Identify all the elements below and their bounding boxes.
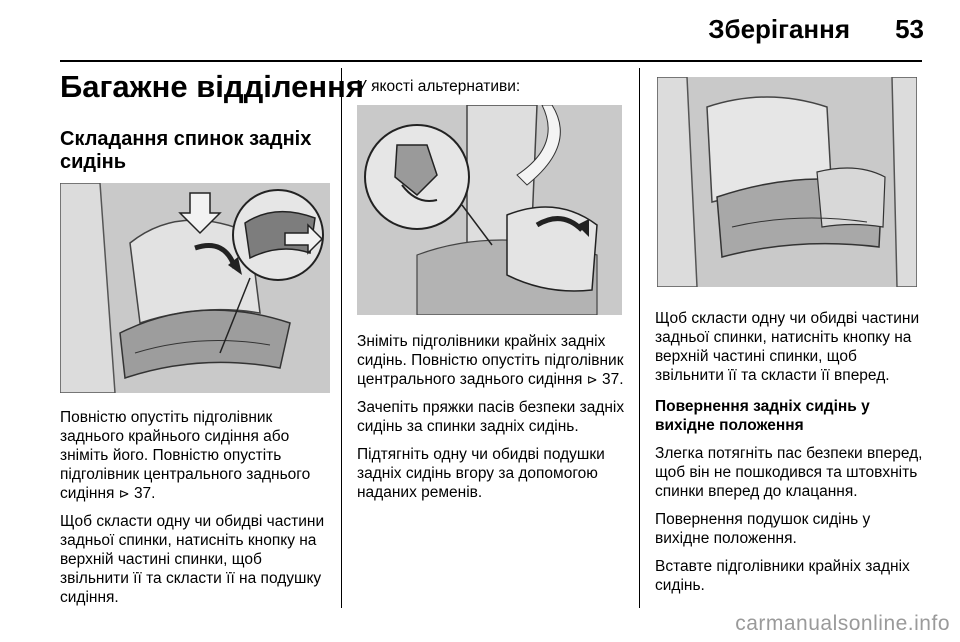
page-number: 53 xyxy=(895,14,924,44)
watermark: carmanualsonline.info xyxy=(735,612,950,635)
page-title: Багажне відділення xyxy=(60,69,364,104)
paragraph: Злегка потягніть пас безпеки вперед, щоб він не пошкодився та штовхніть спинки вперед до клацання. xyxy=(655,445,923,500)
paragraph: Вставте підголівники крайніх задніх сидінь. xyxy=(655,558,910,594)
subheading: Повернення задніх сидінь у вихідне положення xyxy=(655,398,870,434)
column-3-text xyxy=(655,309,927,604)
page-reference: 37. xyxy=(601,371,624,388)
paragraph: Зачепіть пряжки пасів безпеки задніх сидінь за спинки задніх сидінь. xyxy=(357,399,625,435)
column-1-text xyxy=(60,408,332,616)
column-divider xyxy=(639,68,640,608)
paragraph: Щоб скласти одну чи обидві частини задньої спинки, натисніть кнопку на верхній частині спинки, щоб звільнити її та скласти її на подушку сидіння. xyxy=(60,513,325,606)
paragraph xyxy=(357,332,629,389)
paragraph: Щоб скласти одну чи обидві частини задньої спинки, натисніть кнопку на верхній частині спинки, щоб звільнити її та скласти її вперед. xyxy=(655,310,920,384)
section-title: Складання спинок задніх сидінь xyxy=(60,128,312,173)
cross-reference-arrow-icon: ⊳ xyxy=(118,486,130,501)
paragraph: Підтягніть одну чи обидві подушки задніх сидінь вгору за допомогою наданих ременів. xyxy=(357,446,605,501)
paragraph: Повернення подушок сидінь у вихідне положення. xyxy=(655,511,871,547)
illustration-seatback-folded-forward xyxy=(657,77,917,287)
illustration-seat-headrest-release xyxy=(60,183,330,393)
paragraph-text: Повністю опустіть підголівник заднього крайнього сидіння або зніміть його. Повністю опустіть підголівник центрального заднього сидіння xyxy=(60,409,311,502)
alternative-intro: У якості альтернативи: xyxy=(357,78,521,95)
cross-reference-arrow-icon: ⊳ xyxy=(586,372,598,387)
column-divider xyxy=(341,68,342,608)
page-reference: 37. xyxy=(133,485,156,502)
header-rule xyxy=(60,60,922,62)
running-header-title: Зберігання xyxy=(708,14,850,44)
illustration-seat-cushion-fold xyxy=(357,105,622,315)
paragraph-text: Зніміть підголівники крайніх задніх сидінь. Повністю опустіть підголівник центрального заднього сидіння xyxy=(357,333,624,388)
paragraph xyxy=(60,408,332,503)
column-2-text xyxy=(357,332,629,511)
